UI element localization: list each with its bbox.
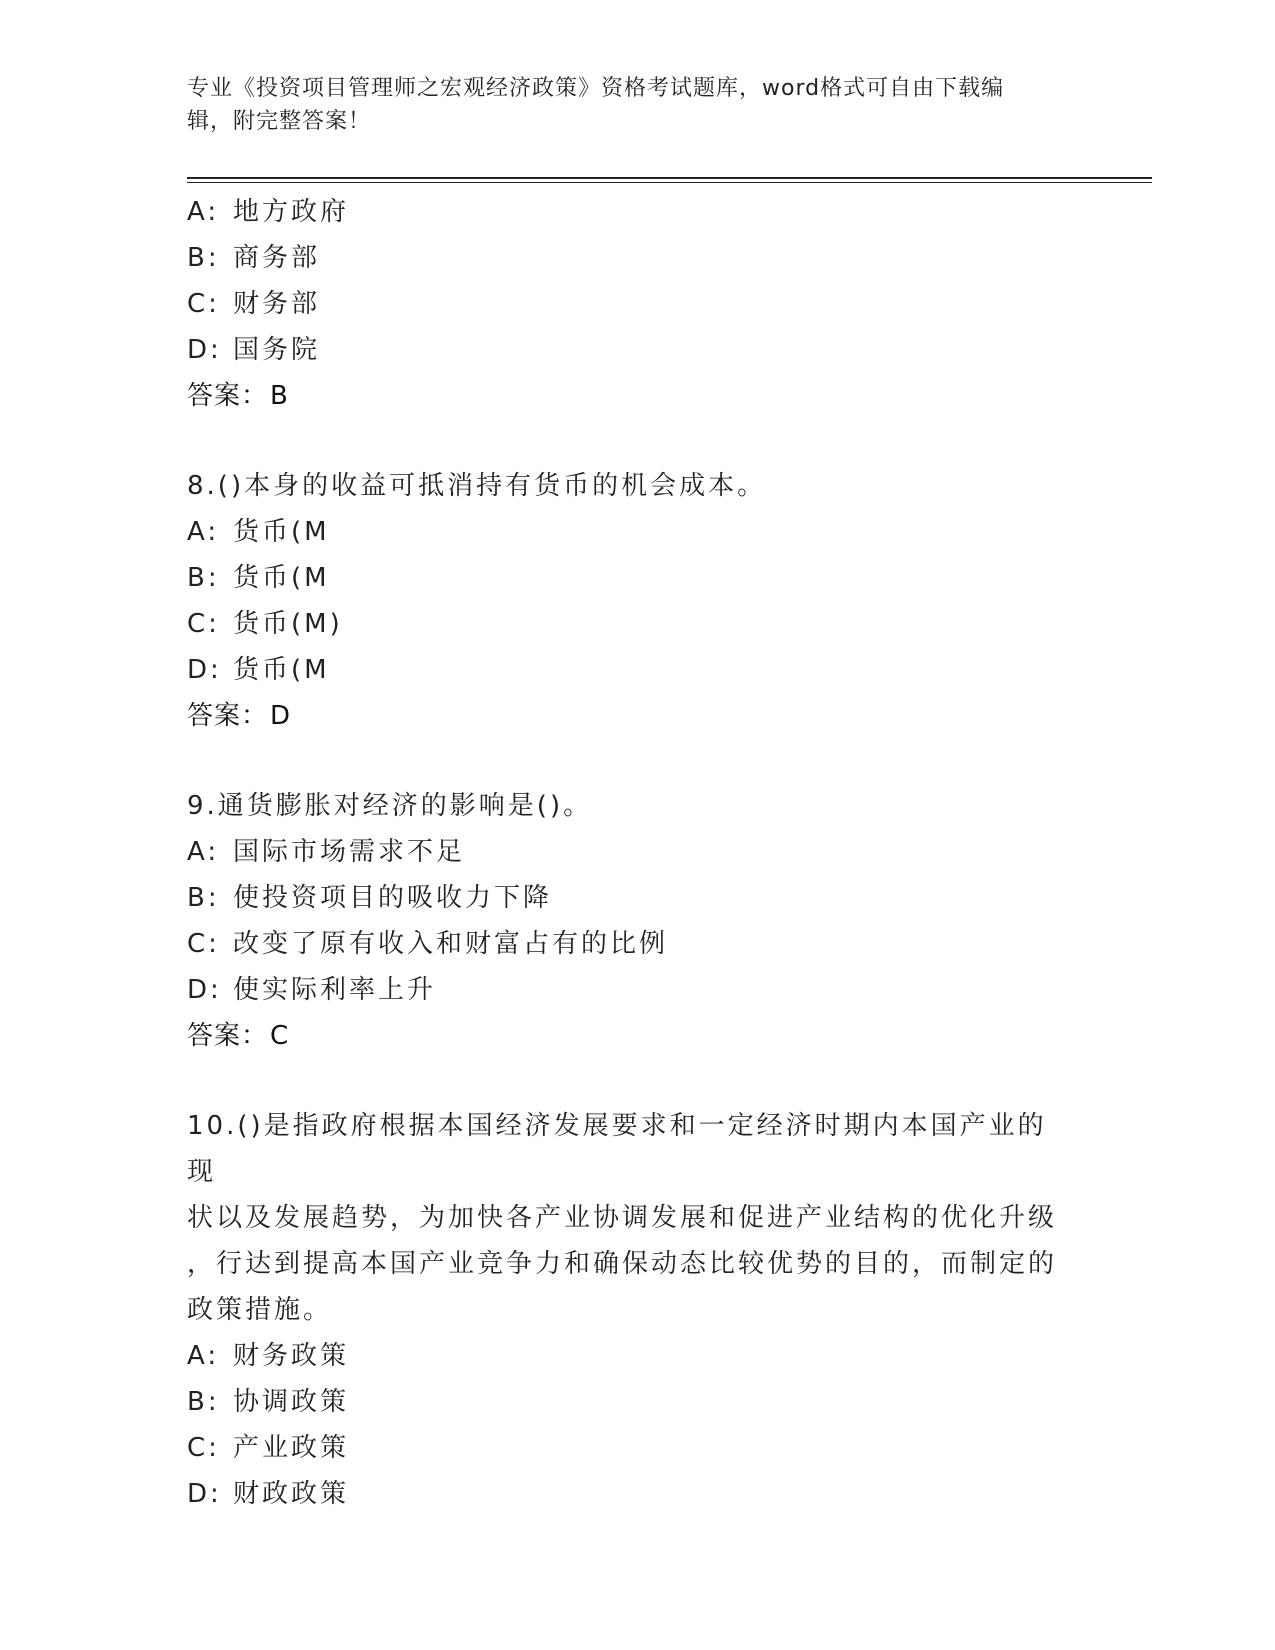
option-c xyxy=(187,601,1087,647)
option-text: 国际市场需求不足 xyxy=(233,837,466,867)
spacer xyxy=(187,739,1087,783)
option-key: C: xyxy=(187,1433,220,1463)
question-text-line: 政策措施。 xyxy=(187,1295,333,1325)
answer-value: D xyxy=(270,701,292,731)
answer-line xyxy=(187,1013,1087,1059)
option-text: 产业政策 xyxy=(233,1433,350,1463)
option-d xyxy=(187,327,1087,373)
option-b xyxy=(187,235,1087,281)
question-10 xyxy=(187,1103,1087,1517)
question-text-line: 状以及发展趋势，为加快各产业协调发展和促进产业结构的优化升级 xyxy=(187,1203,1058,1233)
spacer xyxy=(187,419,1087,463)
option-key: B: xyxy=(187,1387,220,1417)
answer-line xyxy=(187,693,1087,739)
option-text: 货币(M) xyxy=(233,609,343,639)
option-b xyxy=(187,555,1087,601)
option-a xyxy=(187,509,1087,555)
option-a xyxy=(187,1333,1087,1379)
option-text: 地方政府 xyxy=(233,197,350,227)
option-text: 货币(M xyxy=(233,563,330,593)
option-d xyxy=(187,1471,1087,1517)
option-c xyxy=(187,281,1087,327)
header-divider-thin xyxy=(187,182,1152,183)
option-a xyxy=(187,189,1087,235)
option-key: B: xyxy=(187,243,220,273)
header-line-2: 辑，附完整答案！ xyxy=(187,109,372,134)
question-text-line: 10.()是指政府根据本国经济发展要求和一定经济时期内本国产业的现 xyxy=(187,1111,1047,1187)
answer-line xyxy=(187,373,1087,419)
answer-value: B xyxy=(270,381,289,411)
option-key: C: xyxy=(187,609,220,639)
option-text: 货币(M xyxy=(233,517,330,547)
option-text: 货币(M xyxy=(233,655,330,685)
option-key: B: xyxy=(187,883,220,913)
option-text: 改变了原有收入和财富占有的比例 xyxy=(233,929,669,959)
answer-label: 答案： xyxy=(187,701,269,731)
option-key: A: xyxy=(187,837,220,867)
question-content xyxy=(187,189,1087,1517)
option-text: 国务院 xyxy=(233,335,321,365)
option-a xyxy=(187,829,1087,875)
question-text xyxy=(187,1103,1067,1333)
option-text: 财务部 xyxy=(233,289,321,319)
option-key: A: xyxy=(187,517,220,547)
question-text: 8.()本身的收益可抵消持有货币的机会成本。 xyxy=(187,471,767,501)
answer-label: 答案： xyxy=(187,1021,269,1051)
option-c xyxy=(187,1425,1087,1471)
option-d xyxy=(187,967,1087,1013)
answer-label: 答案： xyxy=(187,381,269,411)
question-8 xyxy=(187,463,1087,739)
option-key: D: xyxy=(187,655,222,685)
option-key: D: xyxy=(187,1479,222,1509)
option-key: D: xyxy=(187,975,222,1005)
option-key: A: xyxy=(187,197,220,227)
spacer xyxy=(187,1059,1087,1103)
option-text: 使投资项目的吸收力下降 xyxy=(233,883,553,913)
question-7-options xyxy=(187,189,1087,419)
answer-value: C xyxy=(270,1021,290,1051)
option-text: 财务政策 xyxy=(233,1341,350,1371)
option-key: C: xyxy=(187,929,220,959)
option-d xyxy=(187,647,1087,693)
page-header xyxy=(187,72,1067,138)
option-key: C: xyxy=(187,289,220,319)
header-line-1: 专业《投资项目管理师之宏观经济政策》资格考试题库，word格式可自由下载编 xyxy=(187,76,1005,101)
option-text: 协调政策 xyxy=(233,1387,350,1417)
question-text-line: ，行达到提高本国产业竞争力和确保动态比较优势的目的，而制定的 xyxy=(187,1249,1058,1279)
option-c xyxy=(187,921,1087,967)
header-divider-thick xyxy=(187,177,1152,179)
option-text: 商务部 xyxy=(233,243,321,273)
option-key: B: xyxy=(187,563,220,593)
option-key: D: xyxy=(187,335,222,365)
option-b xyxy=(187,1379,1087,1425)
option-key: A: xyxy=(187,1341,220,1371)
question-text: 9.通货膨胀对经济的影响是()。 xyxy=(187,791,593,821)
option-text: 财政政策 xyxy=(233,1479,350,1509)
option-b xyxy=(187,875,1087,921)
question-9 xyxy=(187,783,1087,1059)
option-text: 使实际利率上升 xyxy=(233,975,437,1005)
